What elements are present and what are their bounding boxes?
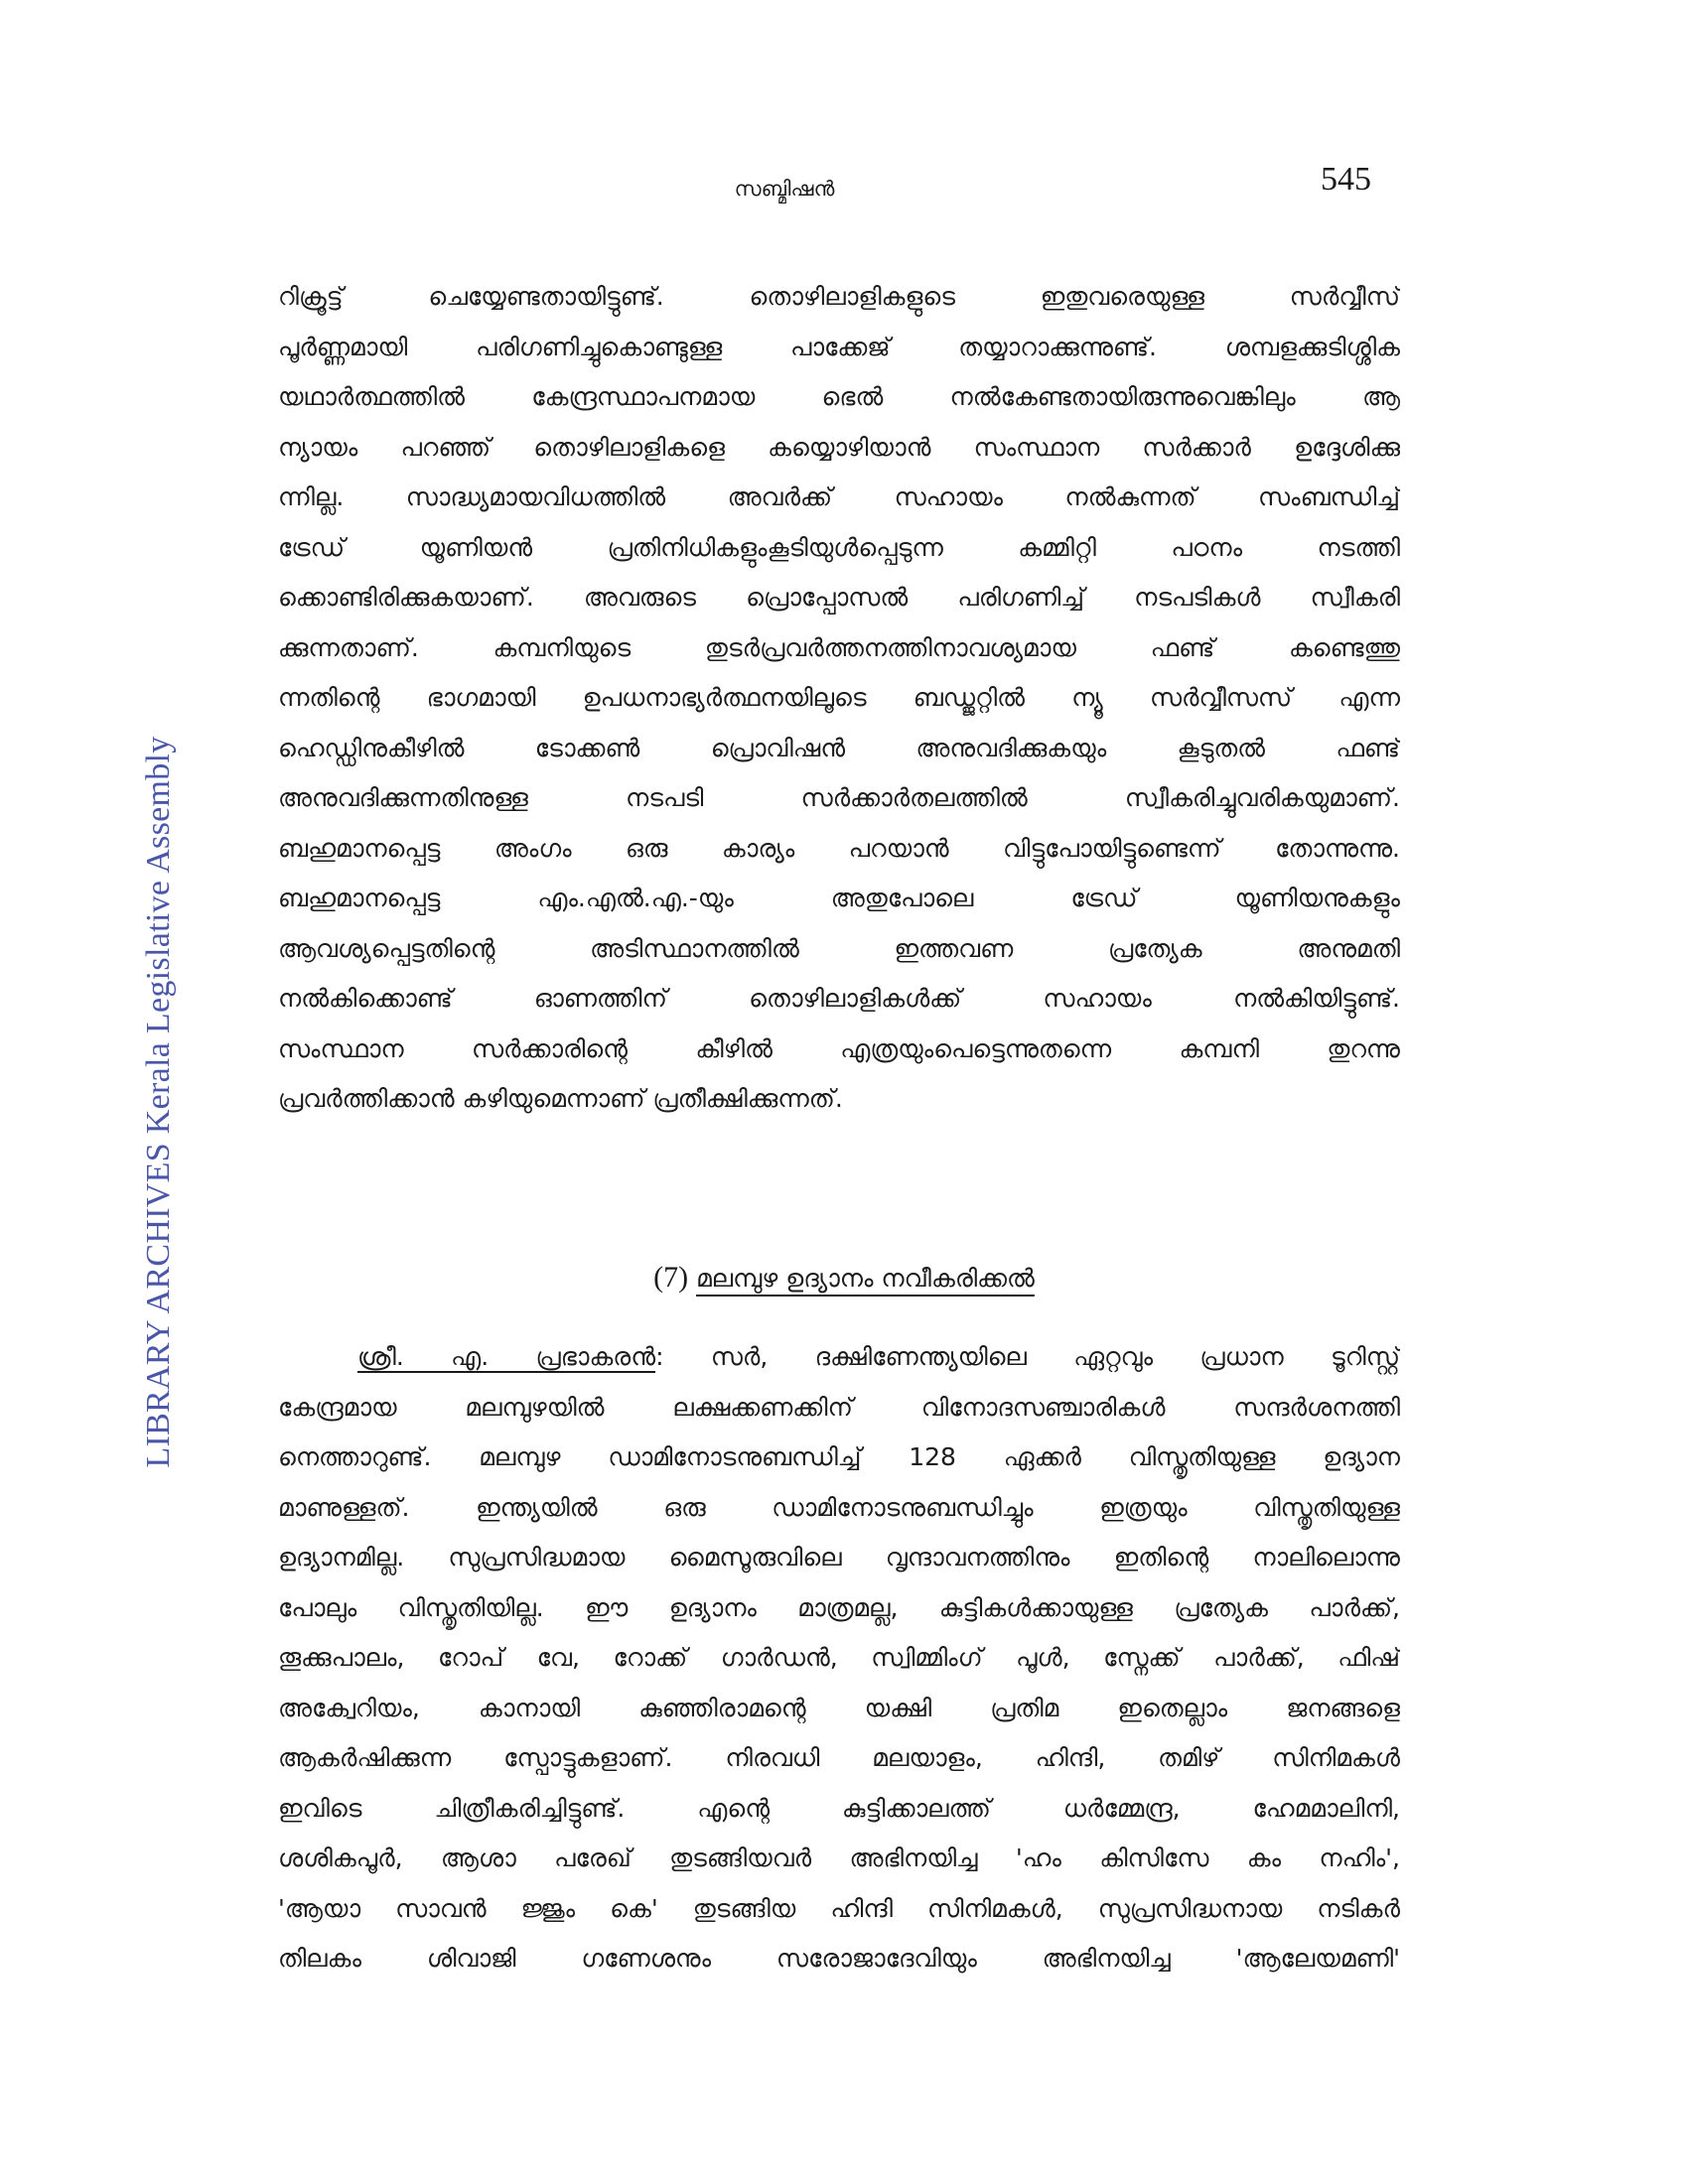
- text-line: ന്നില്ല. സാദ്ധ്യമായവിധത്തിൽ അവർക്ക് സഹായം നൽകുന്നത് സംബന്ധിച്ച്: [278, 482, 1400, 511]
- text-line: തിലകം ശിവാജി ഗണേശനും സരോജാദേവിയും അഭിനയിച്ച 'ആലേയമണി': [278, 1944, 1400, 1973]
- text-line: സംസ്ഥാന സർക്കാരിന്റെ കീഴിൽ എത്രയുംപെട്ടെന്നുതന്നെ കമ്പനി തുറന്നു: [278, 1033, 1400, 1063]
- text-line: ഇവിടെ ചിത്രീകരിച്ചിട്ടുണ്ട്. എന്റെ കുട്ടിക്കാലത്ത് ധർമ്മേന്ദ്ര, ഹേമമാലിനി,: [278, 1793, 1400, 1823]
- text-line: നൽകിക്കൊണ്ട് ഓണത്തിന് തൊഴിലാളികൾക്ക് സഹായം നൽകിയിട്ടുണ്ട്.: [278, 984, 1400, 1013]
- text-line: ഹെഡ്ഡിനുകീഴിൽ ടോക്കൺ പ്രൊവിഷൻ അനുവദിക്കുകയും കൂടുതൽ ഫണ്ട്: [278, 733, 1400, 762]
- text-line: റിക്രൂട്ട് ചെയ്യേണ്ടതായിട്ടുണ്ട്. തൊഴിലാളികളുടെ ഇതുവരെയുള്ള സർവ്വീസ്: [278, 282, 1400, 311]
- text-line: ന്നതിന്റെ ഭാഗമായി ഉപധനാഭ്യർത്ഥനയിലൂടെ ബഡ്ജറ്റിൽ ന്യൂ സർവ്വീസസ് എന്ന: [278, 683, 1400, 712]
- text-line: പൂർണ്ണമായി പരിഗണിച്ചുകൊണ്ടുള്ള പാക്കേജ് തയ്യാറാക്കുന്നുണ്ട്. ശമ്പളക്കുടിശ്ശിക: [278, 332, 1400, 361]
- text-line: ശശികപൂർ, ആശാ പരേഖ് തുടങ്ങിയവർ അഭിനയിച്ച 'ഹം കിസിസേ കം നഹിം',: [278, 1843, 1400, 1872]
- section-heading: [0, 1253, 1688, 1303]
- text-line: ആകർഷിക്കുന്ന സ്പോട്ടുകളാണ്. നിരവധി മലയാളം, ഹിന്ദി, തമിഴ് സിനിമകൾ: [278, 1743, 1400, 1772]
- text-line: ബഹുമാനപ്പെട്ട എം.എൽ.എ.-യും അതുപോലെ ട്രേഡ് യൂണിയനുകളും: [278, 884, 1400, 912]
- text-line: പോലും വിസ്തൃതിയില്ല. ഈ ഉദ്യാനം മാത്രമല്ല, കുട്ടികൾക്കായുള്ള പ്രത്യേക പാർക്ക്,: [278, 1592, 1400, 1622]
- section-title: മലമ്പുഴ ഉദ്യാനം നവീകരിക്കൽ: [696, 1264, 1035, 1293]
- page-number: 545: [1321, 161, 1371, 198]
- paragraph-1: [278, 272, 1400, 1125]
- text-line: യഥാർത്ഥത്തിൽ കേന്ദ്രസ്ഥാപനമായ ഭെൽ നൽകേണ്ടതായിരുന്നുവെങ്കിലും ആ: [278, 382, 1400, 411]
- text-line: പ്രവർത്തിക്കാൻ കഴിയുമെന്നാണ് പ്രതീക്ഷിക്കുന്നത്.: [278, 1084, 843, 1113]
- text-line: ന്യായം പറഞ്ഞ് തൊഴിലാളികളെ കയ്യൊഴിയാൻ സംസ്ഥാന സർക്കാർ ഉദ്ദേശിക്കു: [278, 432, 1400, 462]
- text-line: ക്കൊണ്ടിരിക്കുകയാണ്. അവരുടെ പ്രൊപ്പോസൽ പരിഗണിച്ച് നടപടികൾ സ്വീകരി: [278, 583, 1400, 612]
- text-line: മാണുള്ളത്. ഇന്ത്യയിൽ ഒരു ഡാമിനോടനുബന്ധിച്ചും ഇത്രയും വിസ്തൃതിയുള്ള: [278, 1492, 1400, 1522]
- text-line: 'ആയാ സാവൻ ജ്ജും കെ' തുടങ്ങിയ ഹിന്ദി സിനിമകൾ, സുപ്രസിദ്ധനായ നടികർ: [278, 1893, 1400, 1923]
- paragraph-2: [278, 1332, 1400, 1984]
- text-line: അക്വേറിയം, കാനായി കുഞ്ഞിരാമന്റെ യക്ഷി പ്രതിമ ഇതെല്ലാം ജനങ്ങളെ: [278, 1693, 1400, 1722]
- text-line: ബഹുമാനപ്പെട്ട അംഗം ഒരു കാര്യം പറയാൻ വിട്ടുപോയിട്ടുണ്ടെന്ന് തോന്നുന്നു.: [278, 833, 1400, 863]
- speaker-name: ശ്രീ. എ. പ്രഭാകരൻ: [357, 1342, 656, 1371]
- text-line: നെത്താറുണ്ട്. മലമ്പുഴ ഡാമിനോടനുബന്ധിച്ച് 128 ഏക്കർ വിസ്തൃതിയുള്ള ഉദ്യാന: [278, 1442, 1400, 1471]
- text-line: ട്രേഡ് യൂണിയൻ പ്രതിനിധികളുംകൂടിയുൾപ്പെടുന്ന കമ്മിറ്റി പഠനം നടത്തി: [278, 532, 1400, 562]
- archive-watermark: LIBRARY ARCHIVES Kerala Legislative Assembly: [140, 736, 177, 1468]
- text-line: ഉദ്യാനമില്ല. സുപ്രസിദ്ധമായ മൈസൂരുവിലെ വൃന്ദാവനത്തിനും ഇതിന്റെ നാലിലൊന്നു: [278, 1543, 1400, 1571]
- text-line: കേന്ദ്രമായ മലമ്പുഴയിൽ ലക്ഷക്കണക്കിന് വിനോദസഞ്ചാരികൾ സന്ദർശനത്തി: [278, 1392, 1400, 1422]
- running-title: സബ്മിഷൻ: [734, 177, 835, 201]
- text-line: [278, 1332, 1400, 1383]
- text-line: തൂക്കുപാലം, റോപ് വേ, റോക്ക് ഗാർഡൻ, സ്വിമ്മിംഗ് പൂൾ, സ്നേക്ക് പാർക്ക്, ഫിഷ്: [278, 1643, 1400, 1672]
- text-line: അനുവദിക്കുന്നതിനുള്ള നടപടി സർക്കാർതലത്തിൽ സ്വീകരിച്ചുവരികയുമാണ്.: [278, 783, 1400, 812]
- section-number: (7): [653, 1261, 689, 1294]
- text-line: ആവശ്യപ്പെട്ടതിന്റെ അടിസ്ഥാനത്തിൽ ഇത്തവണ പ്രത്യേക അനുമതി: [278, 933, 1400, 963]
- text-line: ക്കുന്നതാണ്. കമ്പനിയുടെ തുടർപ്രവർത്തനത്തിനാവശ്യമായ ഫണ്ട് കണ്ടെത്തു: [278, 632, 1400, 662]
- text-span: : സർ, ദക്ഷിണേന്ത്യയിലെ ഏറ്റവും പ്രധാന ടൂറിസ്റ്റ്: [655, 1342, 1400, 1371]
